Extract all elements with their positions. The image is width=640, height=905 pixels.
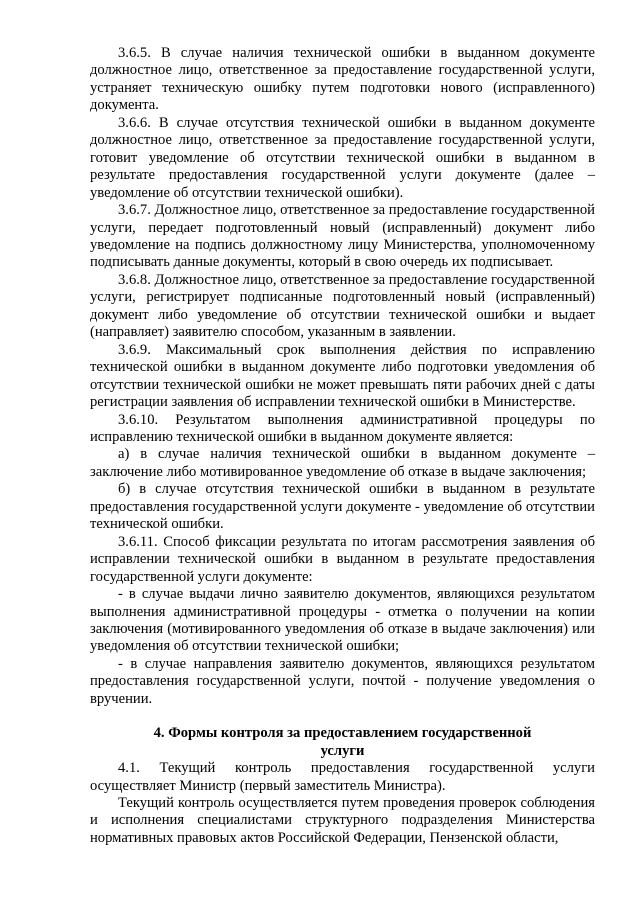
paragraph-3-6-8: 3.6.8. Должностное лицо, ответственное за предоставление государственной услуги, регистрирует подписанные подготовленный новый (исправленный) документ либо уведомление об отсутствии технической ошибки и выдает (направляет) заявителю способом, указанным в заявлении. <box>90 271 595 341</box>
paragraph-bullet-2: - в случае направления заявителю документов, являющихся результатом предоставления государственной услуги, почтой - получение уведомления о вручении. <box>90 655 595 707</box>
paragraph-bullet-1: - в случае выдачи лично заявителю документов, являющихся результатом выполнения административной процедуры - отметка о получении на копии заключения (мотивированного уведомления об отказе в выдаче заключения) или уведомления об отсутствии технической ошибки; <box>90 586 595 655</box>
paragraph-4-1: 4.1. Текущий контроль предоставления государственной услуги осуществляет Министр (первый заместитель Министра). <box>90 760 595 794</box>
paragraph-3-6-6: 3.6.6. В случае отсутствия технической ошибки в выданном документе должностное лицо, ответственное за предоставление государственной услуги, готовит уведомление об отсутствии технической ошибки в выданном в результате предоставления государственной услуги документе (далее – уведомление об отсутствии технической ошибки). <box>90 114 595 201</box>
paragraph-current-control: Текущий контроль осуществляется путем проведения проверок соблюдения и исполнения специалистами структурного подразделения Министерства нормативных правовых актов Российской Федерации, Пензенской области, <box>90 795 595 846</box>
paragraph-3-6-5: 3.6.5. В случае наличия технической ошибки в выданном документе должностное лицо, ответственное за предоставление государственной услуги, устраняет техническую ошибку путем подготовки нового (исправленного) документа. <box>90 45 595 114</box>
paragraph-3-6-10: 3.6.10. Результатом выполнения административной процедуры по исправлению технической ошибки в выданном документе является: <box>90 411 595 445</box>
paragraph-item-b: б) в случае отсутствия технической ошибки в выданном в результате предоставления государственной услуги документе - уведомление об отсутствии технической ошибки. <box>90 481 595 533</box>
section-heading-line-2: услуги <box>320 742 365 759</box>
section-heading <box>90 725 595 760</box>
paragraph-item-a: а) в случае наличия технической ошибки в выданном документе – заключение либо мотивированное уведомление об отказе в выдаче заключения; <box>90 446 595 480</box>
paragraph-3-6-11: 3.6.11. Способ фиксации результата по итогам рассмотрения заявления об исправлении технической ошибки в выданном в результате предоставления государственной услуги документе: <box>90 533 595 585</box>
section-heading-line-1: 4. Формы контроля за предоставлением государственной <box>153 725 532 742</box>
paragraph-3-6-7: 3.6.7. Должностное лицо, ответственное за предоставление государственной услуги, передает подготовленный новый (исправленный) документ либо уведомление на подпись должностному лицу Министерства, уполномоченному подписывать данные документы, который в свою очередь их подписывает. <box>90 202 595 271</box>
document-page <box>90 45 595 847</box>
paragraph-3-6-9: 3.6.9. Максимальный срок выполнения действия по исправлению технической ошибки в выданном документе либо подготовки уведомления об отсутствии технической ошибки не может превышать пяти рабочих дней с даты регистрации заявления об исправлении технической ошибки в Министерстве. <box>90 341 595 411</box>
